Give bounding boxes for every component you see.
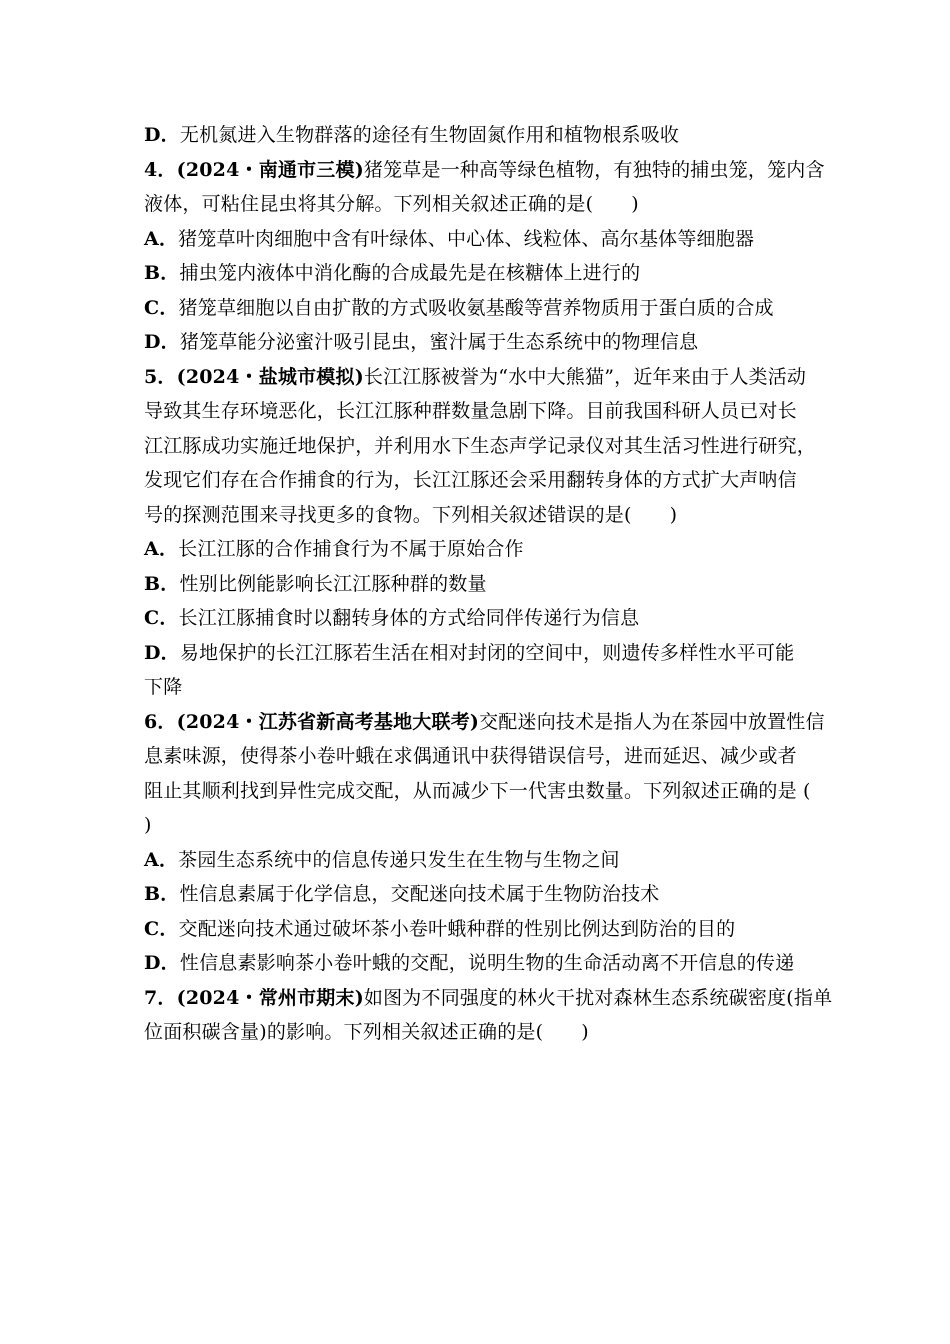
q5-stem-line5 — [144, 498, 824, 533]
q4-stem-line1 — [144, 153, 824, 188]
option-label: B． — [144, 883, 180, 905]
option-text: 长江江豚的合作捕食行为不属于原始合作 — [178, 538, 524, 560]
q7-stem-line1 — [144, 981, 833, 1016]
q6-option-b — [144, 877, 824, 912]
answer-bracket-close: ) — [144, 814, 152, 836]
option-text: 性信息素影响茶小卷叶蛾的交配，说明生物的生命活动离不开信息的传递 — [179, 952, 795, 974]
option-label: A． — [144, 538, 179, 560]
q5-stem-line1 — [144, 360, 824, 395]
q5-option-c — [144, 601, 824, 636]
q5-option-d-cont — [144, 670, 824, 705]
question-text: 江江豚成功实施迁地保护，并利用水下生态声学记录仪对其生活习性进行研究， — [144, 434, 817, 457]
question-number: 4． — [144, 158, 177, 181]
question-text: 液体，可粘住昆虫将其分解。下列相关叙述正确的是( — [144, 193, 594, 215]
option-text: 猪笼草细胞以自由扩散的方式吸收氨基酸等营养物质用于蛋白质的合成 — [178, 296, 774, 319]
q6-stem-line3 — [144, 774, 824, 809]
q5-option-b — [144, 567, 824, 602]
question-text: 猪笼草是一种高等绿色植物，有独特的捕虫笼，笼内含 — [363, 158, 825, 181]
question-text: 位面积碳含量)的影响。下列相关叙述正确的是( — [144, 1021, 544, 1043]
question-text: 发现它们存在合作捕食的行为，长江江豚还会采用翻转身体的方式扩大声呐信 — [144, 469, 797, 491]
question-source: (2024・南通市三模) — [176, 158, 364, 181]
q6-option-c — [144, 912, 824, 947]
question-text: 号的探测范围来寻找更多的食物。下列相关叙述错误的是( — [144, 503, 632, 526]
question-text: 交配迷向技术是指人为在茶园中放置性信 — [479, 710, 825, 733]
q5-option-d — [144, 636, 824, 671]
q4-stem-line2 — [144, 187, 824, 222]
option-label: C． — [144, 607, 179, 629]
question-number: 5． — [144, 365, 177, 388]
question-text: 息素味源，使得茶小卷叶蛾在求偶通讯中获得错误信号，进而延迟、减少或者 — [144, 745, 797, 767]
question-source: (2024・盐城市模拟) — [176, 365, 364, 388]
option-label: D． — [144, 124, 180, 146]
q5-stem-line4 — [144, 463, 824, 498]
question-text: 长江江豚被誉为“水中大熊猫”，近年来由于人类活动 — [363, 365, 807, 388]
question-source: (2024・常州市期末) — [176, 986, 364, 1009]
option-text: 易地保护的长江江豚若生活在相对封闭的空间中，则遗传多样性水平可能 — [179, 641, 795, 664]
option-text: 茶园生态系统中的信息传递只发生在生物与生物之间 — [178, 848, 620, 871]
question-source: (2024・江苏省新高考基地大联考) — [176, 710, 480, 733]
q5-stem-line3 — [144, 429, 824, 464]
option-text: 捕虫笼内液体中消化酶的合成最先是在核糖体上进行的 — [179, 262, 641, 284]
option-label: C． — [144, 917, 179, 940]
option-text: 无机氮进入生物群落的途径有生物固氮作用和植物根系吸收 — [179, 124, 680, 146]
option-text: 交配迷向技术通过破坏茶小卷叶蛾种群的性别比例达到防治的目的 — [178, 917, 736, 940]
question-number: 7． — [144, 986, 177, 1009]
q4-option-a — [144, 222, 824, 257]
question-text: 阻止其顺利找到异性完成交配，从而减少下一代害虫数量。下列叙述正确的是 ( — [144, 779, 811, 802]
q6-stem-line1 — [144, 705, 824, 740]
question-text: 如图为不同强度的林火干扰对森林生态系统碳密度(指单 — [363, 986, 833, 1009]
answer-bracket-close: ) — [631, 193, 639, 215]
option-text-continued: 下降 — [144, 676, 183, 698]
document-page — [144, 118, 833, 1050]
option-text: 猪笼草能分泌蜜汁吸引昆虫，蜜汁属于生态系统中的物理信息 — [179, 331, 699, 353]
q6-stem-line2 — [144, 739, 824, 774]
option-text: 性信息素属于化学信息，交配迷向技术属于生物防治技术 — [179, 883, 660, 905]
answer-bracket-close: ) — [581, 1021, 589, 1043]
option-label: B． — [144, 262, 180, 284]
question-text: 导致其生存环境恶化，长江江豚种群数量急剧下降。目前我国科研人员已对长 — [144, 400, 797, 422]
option-text: 长江江豚捕食时以翻转身体的方式给同伴传递行为信息 — [178, 607, 640, 629]
q3-option-d — [144, 118, 824, 153]
q7-stem-line2 — [144, 1015, 824, 1050]
q6-option-d — [144, 946, 824, 981]
q4-option-b — [144, 256, 824, 291]
option-label: D． — [144, 641, 180, 664]
question-number: 6． — [144, 710, 177, 733]
option-label: D． — [144, 952, 180, 974]
option-text: 猪笼草叶肉细胞中含有叶绿体、中心体、线粒体、高尔基体等细胞器 — [178, 227, 755, 250]
option-label: C． — [144, 296, 179, 319]
q4-option-d — [144, 325, 824, 360]
option-label: A． — [144, 848, 179, 871]
option-label: B． — [144, 572, 180, 595]
answer-bracket-close: ) — [669, 503, 678, 526]
q5-stem-line2 — [144, 394, 824, 429]
q6-option-a — [144, 843, 824, 878]
option-label: D． — [144, 331, 180, 353]
option-label: A． — [144, 227, 179, 250]
q5-option-a — [144, 532, 824, 567]
q6-stem-line4 — [144, 808, 824, 843]
q4-option-c — [144, 291, 824, 326]
option-text: 性别比例能影响长江江豚种群的数量 — [179, 572, 487, 595]
